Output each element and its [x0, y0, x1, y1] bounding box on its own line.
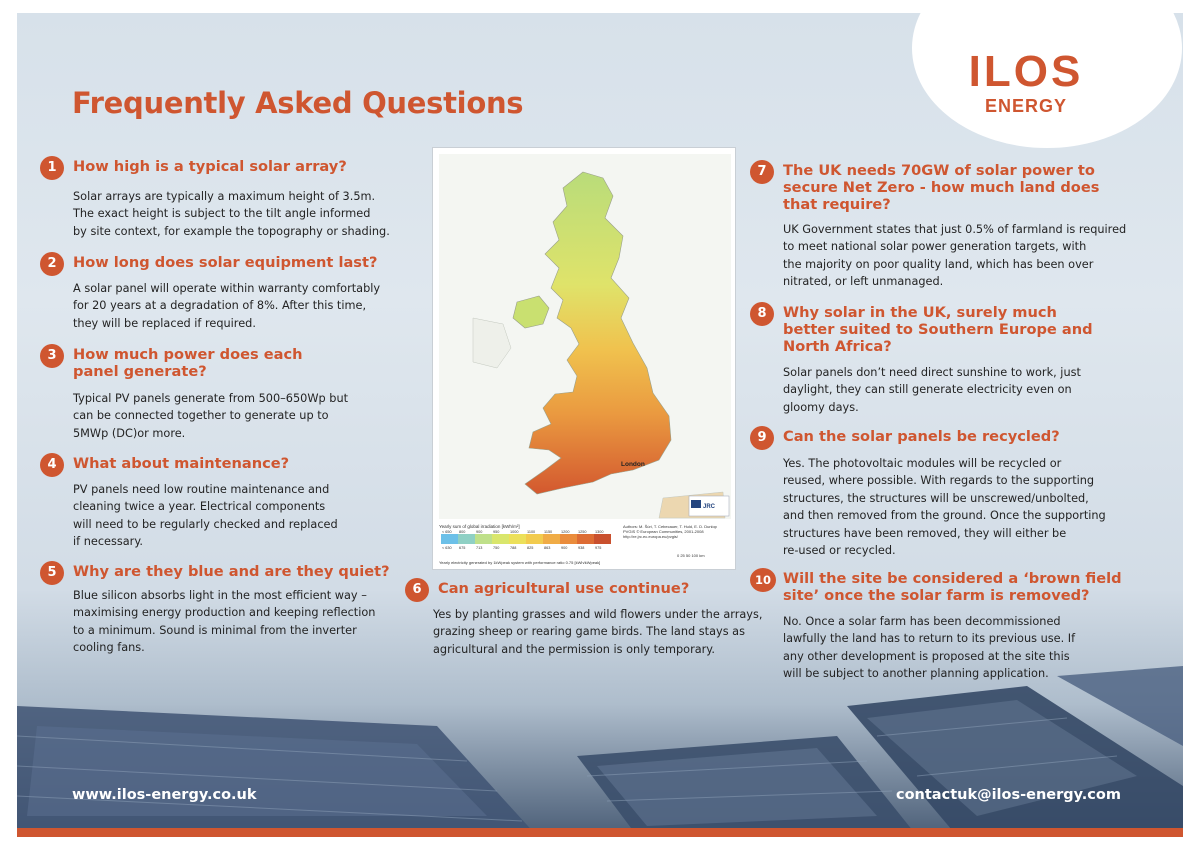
faq-answer: Solar panels don’t need direct sunshine to work, just daylight, they can still generate electricity even on gloomy days.	[783, 366, 1081, 414]
faq-question: The UK needs 70GW of solar power to secure Net Zero - how much land does that require?	[783, 162, 1100, 213]
faq-answer: PV panels need low routine maintenance and cleaning twice a year. Electrical components will need to be regularly checked and replaced if necessary.	[73, 483, 338, 549]
legend-tick-bottom: 788	[510, 546, 517, 550]
faq-item-10	[750, 568, 1170, 688]
legend-tick-bottom: 750	[493, 546, 500, 550]
faq-item-9	[750, 426, 1170, 566]
faq-answer: Yes. The photovoltaic modules will be recycled or reused, where possible. With regards to the supporting structures, the structures will be unscrewed/unbolted, and then removed from the ground. Once the supporting structures have been removed, they will either be re-used or recycled.	[783, 457, 1106, 558]
legend-tick-bottom: 900	[561, 546, 568, 550]
legend-tick-top: 1150	[544, 530, 553, 534]
faq-question: Why solar in the UK, surely much better suited to Southern Europe and North Africa?	[783, 304, 1093, 355]
faq-answer: Blue silicon absorbs light in the most efficient way – maximising energy production and keeping reflection to a minimum. Sound is minimal from the inverter cooling fans.	[73, 589, 376, 655]
faq-item-5	[40, 561, 420, 661]
faq-question: Why are they blue and are they quiet?	[73, 563, 390, 580]
faq-answer: Yes by planting grasses and wild flowers under the arrays, grazing sheep or rearing game birds. The land stays as agricultural and the permission is only temporary.	[433, 608, 763, 656]
legend-swatch	[492, 534, 509, 544]
legend-swatch	[577, 534, 594, 544]
faq-answer: No. Once a solar farm has been decommissioned lawfully the land has to return to its previous use. If any other development is proposed at the site this will be subject to another planning application.	[783, 615, 1076, 681]
bottom-accent-bar	[17, 828, 1183, 837]
legend-swatch	[458, 534, 475, 544]
faq-item-7	[750, 160, 1170, 300]
legend-tick-top: 900	[476, 530, 483, 534]
legend-tick-top: 1250	[578, 530, 587, 534]
faq-number-badge: 8	[750, 302, 774, 326]
email-link[interactable]: contactuk@ilos-energy.com	[896, 787, 1121, 803]
map-legend-footer: Yearly electricity generated by 1kWpeak system with performance ratio 0.75 [kWh/kWpeak]	[439, 560, 601, 565]
jrc-badge: JRC	[703, 504, 716, 510]
faq-item-6	[405, 578, 805, 668]
brand-logo-sub: ENERGY	[984, 96, 1068, 116]
faq-question: Will the site be considered a ‘brown field site’ once the solar farm is removed?	[783, 570, 1122, 604]
legend-swatch	[475, 534, 492, 544]
faq-question: Can the solar panels be recycled?	[783, 428, 1060, 445]
faq-number-badge: 6	[405, 578, 429, 602]
legend-tick-bottom: 863	[544, 546, 551, 550]
website-link[interactable]: www.ilos-energy.co.uk	[72, 787, 257, 803]
faq-question: How long does solar equipment last?	[73, 254, 378, 271]
faq-question: How high is a typical solar array?	[73, 158, 347, 175]
legend-tick-top: 1200	[561, 530, 570, 534]
legend-tick-bottom: 938	[578, 546, 585, 550]
faq-question: Can agricultural use continue?	[438, 580, 690, 597]
legend-tick-top: 1300	[595, 530, 604, 534]
legend-swatch	[509, 534, 526, 544]
legend-tick-top: 950	[493, 530, 500, 534]
faq-answer: Typical PV panels generate from 500–650Wp but can be connected together to generate up to 5MWp (DC)or more.	[73, 392, 349, 440]
faq-answer: Solar arrays are typically a maximum height of 3.5m. The exact height is subject to the tilt angle informed by site context, for example the topography or shading.	[73, 190, 390, 238]
legend-tick-bottom: 825	[527, 546, 534, 550]
legend-swatch	[594, 534, 611, 544]
faq-answer: A solar panel will operate within warranty comfortably for 20 years at a degradation of 8%. After this time, they will be replaced if required.	[73, 282, 381, 330]
legend-tick-top: 1000	[510, 530, 519, 534]
faq-item-1	[40, 156, 420, 246]
legend-tick-top: 800	[459, 530, 466, 534]
faq-number-badge: 9	[750, 426, 774, 450]
map-authors: Authors: M. Šúri, T. Cebecauer, T. Huld, E. D. Dunlop PVGIS © European Communities, 2001-2008 http://re.jrc.ec.europa.eu/pvgis/	[623, 524, 717, 539]
legend-tick-top: 1100	[527, 530, 536, 534]
faq-item-8	[750, 302, 1170, 422]
faq-number-badge: 4	[40, 453, 64, 477]
faq-number-badge: 5	[40, 561, 64, 585]
solar-panels-image	[17, 666, 1183, 836]
legend-swatch	[560, 534, 577, 544]
legend-swatch	[441, 534, 458, 544]
legend-tick-bottom: 675	[459, 546, 466, 550]
legend-tick-bottom: 975	[595, 546, 602, 550]
legend-swatch	[526, 534, 543, 544]
brand-logo: ILOS	[968, 47, 1084, 96]
map-scale-bar: 0 25 50 100 km	[677, 553, 705, 558]
faq-question: How much power does each panel generate?	[73, 346, 303, 380]
map-legend-title: Yearly sum of global irradiation [kWh/m²]	[439, 524, 520, 529]
map-city-label: London	[621, 461, 645, 468]
faq-number-badge: 3	[40, 344, 64, 368]
faq-item-4	[40, 453, 420, 553]
legend-swatch	[543, 534, 560, 544]
faq-answer: UK Government states that just 0.5% of farmland is required to meet national solar power generation targets, with the majority on poor quality land, which has been over nitrated, or left unmanaged.	[783, 223, 1127, 289]
faq-number-badge: 7	[750, 160, 774, 184]
faq-item-3	[40, 344, 420, 444]
legend-tick-bottom: < 630	[442, 546, 452, 550]
faq-question: What about maintenance?	[73, 455, 290, 472]
legend-tick-bottom: 713	[476, 546, 483, 550]
faq-number-badge: 1	[40, 156, 64, 180]
faq-item-2	[40, 252, 420, 342]
faq-number-badge: 2	[40, 252, 64, 276]
page-title: Frequently Asked Questions	[72, 86, 524, 120]
legend-tick-top: < 650	[442, 530, 452, 534]
solar-irradiation-map	[432, 147, 736, 570]
faq-number-badge: 10	[750, 568, 776, 592]
